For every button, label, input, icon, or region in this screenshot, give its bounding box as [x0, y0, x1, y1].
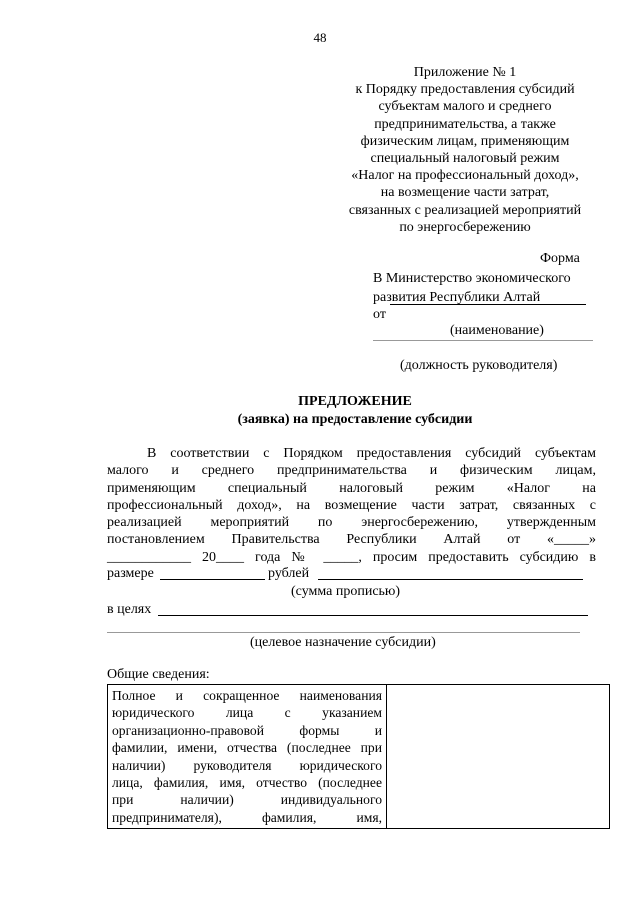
body-line: профессиональный доход», на возмещение части затрат, связанных с — [107, 497, 596, 513]
body-line: малого и среднего предпринимательства и физическим лицам, — [107, 463, 596, 479]
cell-line: фамилии, имени, отчества (последнее при — [112, 740, 382, 756]
appendix-line: по энергосбережению — [399, 219, 531, 235]
addressee-line: В Министерство экономического — [373, 271, 571, 286]
addressee-block — [373, 270, 571, 307]
appendix-line: «Налог на профессиональный доход», — [351, 168, 579, 184]
table-row — [108, 685, 610, 829]
body-paragraph — [107, 445, 596, 566]
from-fill-line[interactable] — [390, 304, 586, 305]
heading-line: (заявка) на предоставление субсидии — [237, 412, 473, 427]
cell-line: лица, фамилия, имя, отчество (последнее — [112, 775, 382, 791]
appendix-line: на возмещение части затрат, — [380, 185, 550, 201]
body-line: ____________ 20____ года № _____, просим предоставить субсидию в — [107, 549, 596, 565]
purpose-line[interactable] — [158, 615, 588, 616]
amount-words-line[interactable] — [318, 579, 583, 580]
appendix-line: предпринимательства, а также — [374, 116, 556, 132]
position-fill-line[interactable] — [373, 340, 593, 341]
appendix-line: к Порядку предоставления субсидий — [355, 82, 575, 98]
appendix-title: Приложение № 1 — [413, 65, 517, 80]
amount-caption: (сумма прописью) — [291, 584, 401, 599]
cell-line: организационно-правовой формы и — [112, 722, 382, 738]
page-number: 48 — [313, 30, 327, 45]
position-caption: (должность руководителя) — [400, 358, 558, 373]
body-line: В соответствии с Порядком предоставления субсидий субъектам — [147, 446, 596, 461]
form-label: Форма — [540, 251, 580, 266]
cell-line: Полное и сокращенное наименования — [112, 688, 382, 703]
document-heading — [100, 393, 610, 429]
general-info-label: Общие сведения: — [107, 667, 210, 682]
from-label: от — [373, 307, 386, 322]
naming-caption: (наименование) — [450, 323, 544, 338]
appendix-block — [330, 64, 600, 236]
amount-number-line[interactable] — [160, 579, 265, 580]
table-value-cell[interactable] — [387, 685, 610, 829]
cell-line: предпринимателя), фамилия, имя, — [112, 809, 382, 825]
appendix-line: связанных с реализацией мероприятий — [348, 202, 582, 218]
purpose-caption: (целевое назначение субсидии) — [250, 635, 436, 650]
amount-prefix: размере — [107, 566, 154, 581]
cell-line: юридического лица с указанием — [112, 705, 382, 721]
appendix-line: физическим лицам, применяющим — [360, 133, 570, 149]
cell-line: наличии) руководителя юридического — [112, 757, 382, 773]
appendix-line: субъектам малого и среднего — [378, 99, 552, 115]
purpose-prefix: в целях — [107, 602, 152, 617]
purpose-line-2[interactable] — [107, 632, 580, 633]
addressee-line: развития Республики Алтай — [373, 289, 541, 305]
body-line: постановлением Правительства Республики Алтай от «_____» — [107, 532, 596, 548]
cell-line: при наличии) индивидуального — [112, 792, 382, 808]
table-label-cell — [108, 685, 387, 829]
body-line: применяющим специальный налоговый режим «Налог на — [107, 480, 596, 496]
general-info-table — [107, 684, 610, 829]
appendix-line: специальный налоговый режим — [370, 151, 560, 167]
heading-line: ПРЕДЛОЖЕНИЕ — [298, 394, 412, 409]
amount-rubles: рублей — [268, 566, 310, 581]
body-line: реализацией мероприятий по энергосбережению, утвержденным — [107, 515, 596, 531]
